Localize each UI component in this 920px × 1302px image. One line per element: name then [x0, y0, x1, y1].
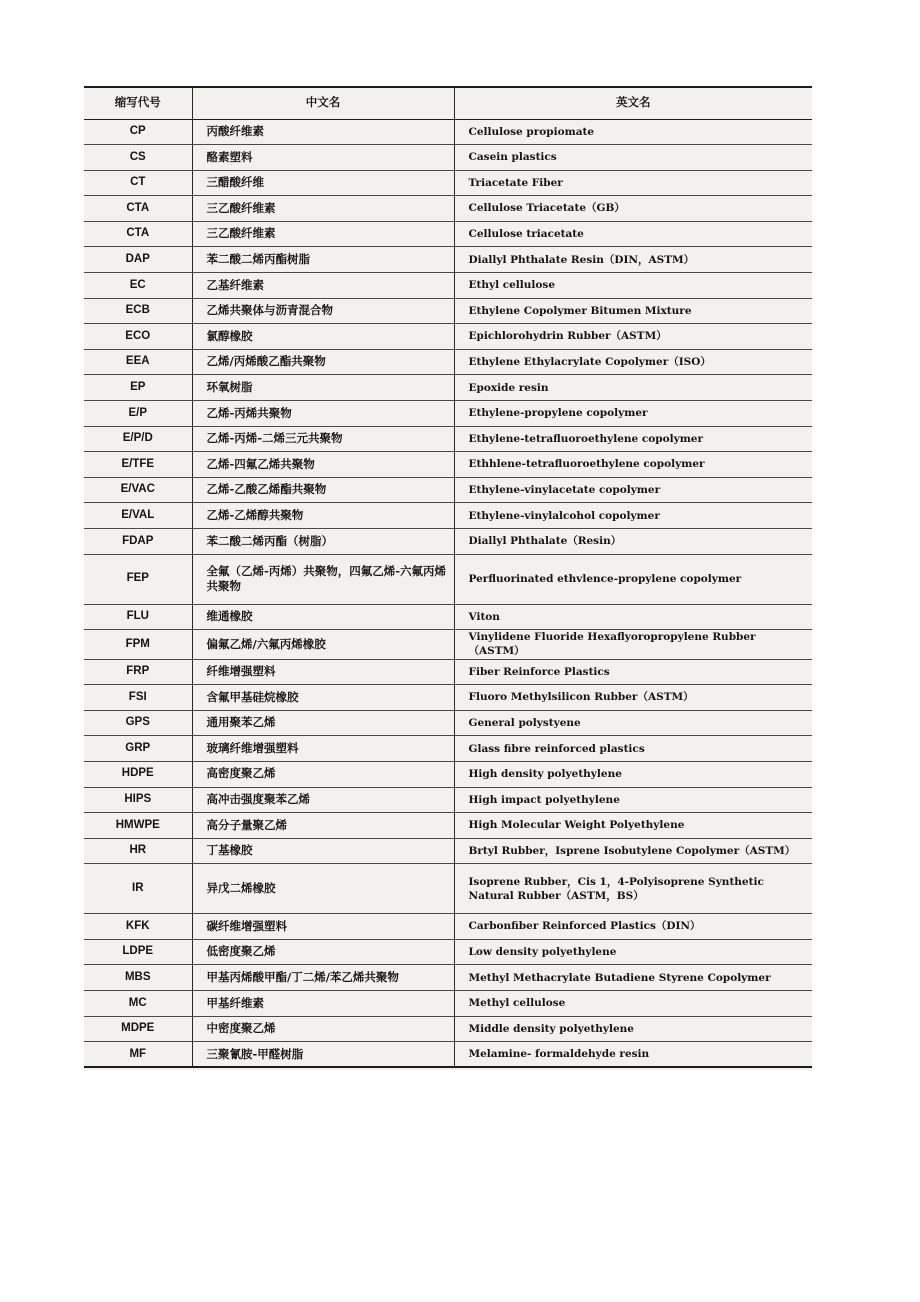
- abbreviation-cell: MC: [84, 991, 192, 1017]
- english-name-cell: Brtyl Rubber，Isprene Isobutylene Copolymer（ASTM）: [454, 838, 812, 864]
- abbreviation-cell: FEP: [84, 554, 192, 604]
- table-row: [84, 324, 812, 350]
- chinese-name-cell: 碳纤维增强塑料: [192, 914, 454, 940]
- english-name-cell: Ethylene-tetrafluoroethylene copolymer: [454, 426, 812, 452]
- english-name-cell: General polystyene: [454, 710, 812, 736]
- abbreviation-cell: FPM: [84, 630, 192, 659]
- english-name-cell: Methyl cellulose: [454, 991, 812, 1017]
- table-row: [84, 1016, 812, 1042]
- abbreviation-cell: HIPS: [84, 787, 192, 813]
- english-name-cell: Ethylene-vinylalcohol copolymer: [454, 503, 812, 529]
- abbreviation-cell: E/VAC: [84, 477, 192, 503]
- english-name-cell: Ethylene Ethylacrylate Copolymer（ISO）: [454, 349, 812, 375]
- table-row: [84, 298, 812, 324]
- chinese-name-cell: 玻璃纤维增强塑料: [192, 736, 454, 762]
- abbreviation-cell: FRP: [84, 659, 192, 685]
- chinese-name-cell: 乙烯-乙烯醇共聚物: [192, 503, 454, 529]
- chinese-name-cell: 纤维增强塑料: [192, 659, 454, 685]
- english-name-cell: Fiber Reinforce Plastics: [454, 659, 812, 685]
- chinese-name-cell: 三乙酸纤维素: [192, 196, 454, 222]
- table-row: [84, 503, 812, 529]
- chinese-name-cell: 苯二酸二烯丙酯树脂: [192, 247, 454, 273]
- abbreviation-cell: GPS: [84, 710, 192, 736]
- chinese-name-cell: 甲基纤维素: [192, 991, 454, 1017]
- table-row: [84, 426, 812, 452]
- english-name-cell: Carbonfiber Reinforced Plastics（DIN）: [454, 914, 812, 940]
- abbreviation-cell: FLU: [84, 604, 192, 630]
- chinese-name-cell: 低密度聚乙烯: [192, 939, 454, 965]
- chinese-name-cell: 丁基橡胶: [192, 838, 454, 864]
- table-row: [84, 529, 812, 555]
- english-name-cell: Diallyl Phthalate Resin（DIN，ASTM）: [454, 247, 812, 273]
- english-name-cell: Melamine- formaldehyde resin: [454, 1042, 812, 1068]
- english-name-cell: Low density polyethylene: [454, 939, 812, 965]
- table-row: [84, 119, 812, 145]
- english-name-cell: Methyl Methacrylate Butadiene Styrene Copolymer: [454, 965, 812, 991]
- table-row: [84, 685, 812, 711]
- english-name-cell: Ethylene Copolymer Bitumen Mixture: [454, 298, 812, 324]
- chinese-name-cell: 乙烯-四氟乙烯共聚物: [192, 452, 454, 478]
- abbreviation-cell: IR: [84, 864, 192, 914]
- chinese-name-cell: 乙烯-乙酸乙烯酯共聚物: [192, 477, 454, 503]
- table-row: [84, 604, 812, 630]
- table-row: [84, 401, 812, 427]
- header-abbreviation: 缩写代号: [84, 87, 192, 119]
- table-row: [84, 914, 812, 940]
- english-name-cell: High density polyethylene: [454, 761, 812, 787]
- chinese-name-cell: 丙酸纤维素: [192, 119, 454, 145]
- chinese-name-cell: 甲基丙烯酸甲酯/丁二烯/苯乙烯共聚物: [192, 965, 454, 991]
- abbreviation-cell: EP: [84, 375, 192, 401]
- table-row: [84, 838, 812, 864]
- abbreviation-cell: MBS: [84, 965, 192, 991]
- table-row: [84, 991, 812, 1017]
- english-name-cell: Ethhlene-tetrafluoroethylene copolymer: [454, 452, 812, 478]
- table-row: [84, 145, 812, 171]
- english-name-cell: Epichlorohydrin Rubber（ASTM）: [454, 324, 812, 350]
- abbreviation-cell: EC: [84, 273, 192, 299]
- chinese-name-cell: 乙烯/丙烯酸乙酯共聚物: [192, 349, 454, 375]
- english-name-cell: Fluoro Methylsilicon Rubber（ASTM）: [454, 685, 812, 711]
- table-row: [84, 221, 812, 247]
- table-row: [84, 273, 812, 299]
- chinese-name-cell: 氯醇橡胶: [192, 324, 454, 350]
- abbreviation-cell: CP: [84, 119, 192, 145]
- table-row: [84, 1042, 812, 1068]
- chinese-name-cell: 中密度聚乙烯: [192, 1016, 454, 1042]
- abbreviation-cell: E/VAL: [84, 503, 192, 529]
- abbreviation-cell: KFK: [84, 914, 192, 940]
- abbreviation-cell: CTA: [84, 221, 192, 247]
- english-name-cell: Triacetate Fiber: [454, 170, 812, 196]
- table-body: [84, 119, 812, 1067]
- abbreviation-cell: ECB: [84, 298, 192, 324]
- english-name-cell: Cellulose Triacetate（GB）: [454, 196, 812, 222]
- abbreviation-cell: CTA: [84, 196, 192, 222]
- table-row: [84, 196, 812, 222]
- abbreviation-cell: ECO: [84, 324, 192, 350]
- chinese-name-cell: 乙烯共聚体与沥青混合物: [192, 298, 454, 324]
- chinese-name-cell: 三醋酸纤维: [192, 170, 454, 196]
- chinese-name-cell: 乙基纤维素: [192, 273, 454, 299]
- chinese-name-cell: 高密度聚乙烯: [192, 761, 454, 787]
- abbreviation-cell: HR: [84, 838, 192, 864]
- english-name-cell: Cellulose propiomate: [454, 119, 812, 145]
- table-row: [84, 787, 812, 813]
- abbreviation-cell: HMWPE: [84, 813, 192, 839]
- abbreviation-cell: HDPE: [84, 761, 192, 787]
- chinese-name-cell: 乙烯-丙烯共聚物: [192, 401, 454, 427]
- english-name-cell: Epoxide resin: [454, 375, 812, 401]
- table-header-row: [84, 87, 812, 119]
- abbreviation-cell: CT: [84, 170, 192, 196]
- table-row: [84, 965, 812, 991]
- chinese-name-cell: 高冲击强度聚苯乙烯: [192, 787, 454, 813]
- english-name-cell: Viton: [454, 604, 812, 630]
- abbreviation-cell: EEA: [84, 349, 192, 375]
- english-name-cell: High impact polyethylene: [454, 787, 812, 813]
- chinese-name-cell: 全氟（乙烯-丙烯）共聚物，四氟乙烯-六氟丙烯共聚物: [192, 554, 454, 604]
- scanned-page: [84, 86, 812, 1070]
- abbreviation-cell: MF: [84, 1042, 192, 1068]
- chinese-name-cell: 维通橡胶: [192, 604, 454, 630]
- header-english-name: 英文名: [454, 87, 812, 119]
- chinese-name-cell: 乙烯-丙烯-二烯三元共聚物: [192, 426, 454, 452]
- table-row: [84, 554, 812, 604]
- abbreviation-cell: FDAP: [84, 529, 192, 555]
- table-row: [84, 477, 812, 503]
- abbreviation-cell: MDPE: [84, 1016, 192, 1042]
- table-row: [84, 452, 812, 478]
- header-chinese-name: 中文名: [192, 87, 454, 119]
- chinese-name-cell: 偏氟乙烯/六氟丙烯橡胶: [192, 630, 454, 659]
- abbreviation-table: [84, 86, 812, 1068]
- english-name-cell: Isoprene Rubber，Cis 1，4-Polyisoprene Synthetic Natural Rubber（ASTM，BS）: [454, 864, 812, 914]
- table-row: [84, 761, 812, 787]
- abbreviation-cell: LDPE: [84, 939, 192, 965]
- english-name-cell: Casein plastics: [454, 145, 812, 171]
- table-row: [84, 349, 812, 375]
- table-row: [84, 710, 812, 736]
- abbreviation-cell: CS: [84, 145, 192, 171]
- english-name-cell: High Molecular Weight Polyethylene: [454, 813, 812, 839]
- english-name-cell: Ethylene-propylene copolymer: [454, 401, 812, 427]
- english-name-cell: Perfluorinated ethvlence-propylene copolymer: [454, 554, 812, 604]
- chinese-name-cell: 异戊二烯橡胶: [192, 864, 454, 914]
- chinese-name-cell: 环氧树脂: [192, 375, 454, 401]
- abbreviation-cell: FSI: [84, 685, 192, 711]
- table-row: [84, 939, 812, 965]
- table-row: [84, 375, 812, 401]
- abbreviation-cell: E/TFE: [84, 452, 192, 478]
- english-name-cell: Ethylene-vinylacetate copolymer: [454, 477, 812, 503]
- english-name-cell: Cellulose triacetate: [454, 221, 812, 247]
- table-row: [84, 659, 812, 685]
- abbreviation-cell: GRP: [84, 736, 192, 762]
- table-row: [84, 864, 812, 914]
- table-row: [84, 813, 812, 839]
- table-row: [84, 736, 812, 762]
- abbreviation-cell: DAP: [84, 247, 192, 273]
- chinese-name-cell: 通用聚苯乙烯: [192, 710, 454, 736]
- chinese-name-cell: 含氟甲基硅烷橡胶: [192, 685, 454, 711]
- chinese-name-cell: 三乙酸纤维素: [192, 221, 454, 247]
- chinese-name-cell: 苯二酸二烯丙酯（树脂）: [192, 529, 454, 555]
- table-row: [84, 247, 812, 273]
- english-name-cell: Ethyl cellulose: [454, 273, 812, 299]
- chinese-name-cell: 高分子量聚乙烯: [192, 813, 454, 839]
- english-name-cell: Middle density polyethylene: [454, 1016, 812, 1042]
- chinese-name-cell: 酪素塑料: [192, 145, 454, 171]
- chinese-name-cell: 三聚氰胺-甲醛树脂: [192, 1042, 454, 1068]
- table-row: [84, 630, 812, 659]
- abbreviation-cell: E/P: [84, 401, 192, 427]
- english-name-cell: Vinylidene Fluoride Hexaflyoropropylene Rubber（ASTM）: [454, 630, 812, 659]
- english-name-cell: Diallyl Phthalate（Resin）: [454, 529, 812, 555]
- abbreviation-cell: E/P/D: [84, 426, 192, 452]
- table-row: [84, 170, 812, 196]
- english-name-cell: Glass fibre reinforced plastics: [454, 736, 812, 762]
